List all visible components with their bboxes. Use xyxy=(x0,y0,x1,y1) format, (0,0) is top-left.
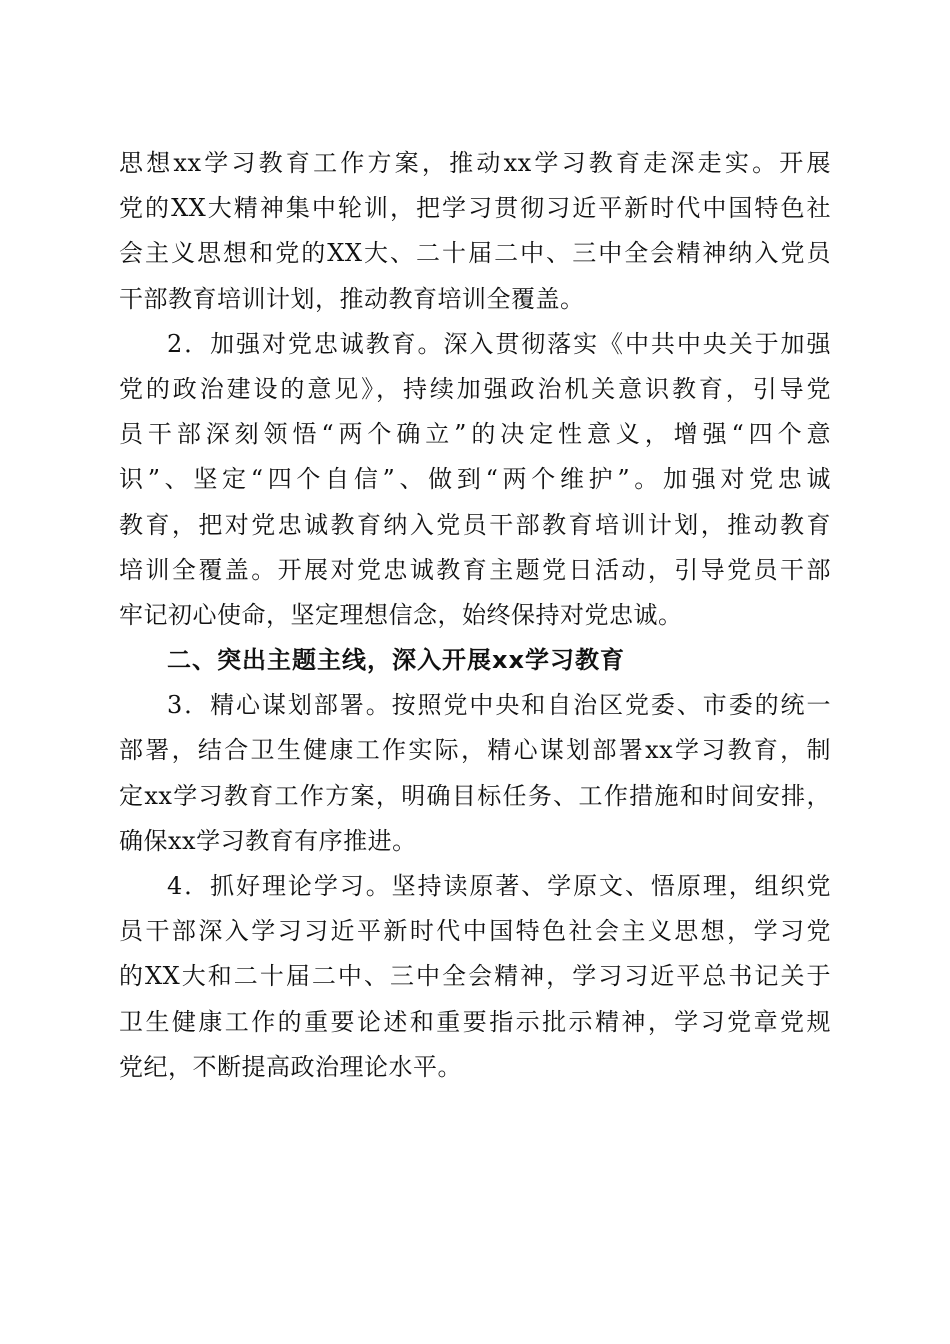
paragraph-line: 2．加强对党忠诚教育。深入贯彻落实《中共中央关于加强 xyxy=(167,329,831,358)
paragraph-line: 卫生健康工作的重要论述和重要指示批示精神，学习党章党规 xyxy=(119,1007,831,1036)
paragraph-line: 党的政治建设的意见》，持续加强政治机关意识教育，引导党 xyxy=(119,374,831,403)
paragraph-line: 员干部深入学习习近平新时代中国特色社会主义思想，学习党 xyxy=(119,917,831,946)
paragraph-line: 识”、坚定“四个自信”、做到“两个维护”。加强对党忠诚 xyxy=(119,465,831,494)
paragraph-line: 部署，结合卫生健康工作实际，精心谋划部署xx学习教育，制 xyxy=(119,736,831,765)
paragraph-line: 教育，把对党忠诚教育纳入党员干部教育培训计划，推动教育 xyxy=(119,510,831,539)
paragraph-line: 党纪，不断提高政治理论水平。 xyxy=(119,1052,462,1081)
paragraph-line: 会主义思想和党的XX大、二十届二中、三中全会精神纳入党员 xyxy=(119,239,831,268)
paragraph-line: 牢记初心使命，坚定理想信念，始终保持对党忠诚。 xyxy=(119,600,683,629)
document-body xyxy=(119,141,831,1090)
paragraph-line: 培训全覆盖。开展对党忠诚教育主题党日活动，引导党员干部 xyxy=(119,555,831,584)
paragraph-line: 定xx学习教育工作方案，明确目标任务、工作措施和时间安排， xyxy=(119,781,831,810)
paragraph-line: 员干部深刻领悟“两个确立”的决定性意义，增强“四个意 xyxy=(119,420,831,449)
paragraph-line: 确保xx学习教育有序推进。 xyxy=(119,826,417,855)
paragraph-line: 党的XX大精神集中轮训，把学习贯彻习近平新时代中国特色社 xyxy=(119,194,831,223)
paragraph-line: 3．精心谋划部署。按照党中央和自治区党委、市委的统一 xyxy=(167,691,831,720)
paragraph-line: 思想xx学习教育工作方案，推动xx学习教育走深走实。开展 xyxy=(119,149,831,177)
section-heading: 二、突出主题主线，深入开展xx学习教育 xyxy=(167,646,625,675)
paragraph-line: 干部教育培训计划，推动教育培训全覆盖。 xyxy=(119,284,585,313)
paragraph-line: 4．抓好理论学习。坚持读原著、学原文、悟原理，组织党 xyxy=(167,872,831,900)
paragraph-line: 的XX大和二十届二中、三中全会精神，学习习近平总书记关于 xyxy=(119,962,831,991)
